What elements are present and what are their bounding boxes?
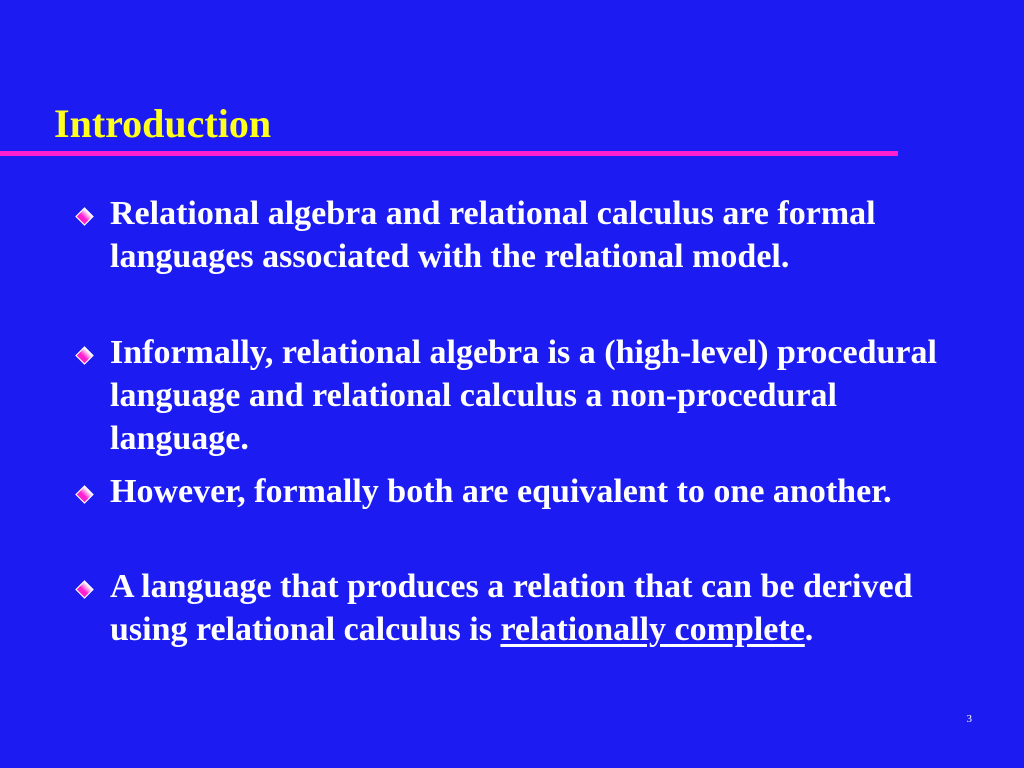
bullet-text-1: Relational algebra and relational calculus are formal languages associated with the relational model. xyxy=(110,195,876,275)
bullet-text-4-end: . xyxy=(804,611,814,648)
title-divider xyxy=(0,151,898,156)
bullet-text-4-lead: A language that produces a relation that can be derived using relational calculus is xyxy=(110,568,913,648)
diamond-bullet-icon xyxy=(75,207,93,225)
bullet-text-3: However, formally both are equivalent to one another. xyxy=(110,473,892,510)
page-number: 3 xyxy=(966,713,972,725)
relationally-complete-term: relationally complete xyxy=(500,611,805,648)
diamond-bullet-icon xyxy=(75,346,93,364)
diamond-bullet-icon xyxy=(75,485,93,503)
bullet-text-4 xyxy=(110,565,952,651)
slide-title: Introduction xyxy=(54,101,272,146)
diamond-bullet-icon xyxy=(75,580,93,598)
bullet-text-2: Informally, relational algebra is a (high-level) procedural language and relational calculus a non-procedural language. xyxy=(110,334,937,457)
